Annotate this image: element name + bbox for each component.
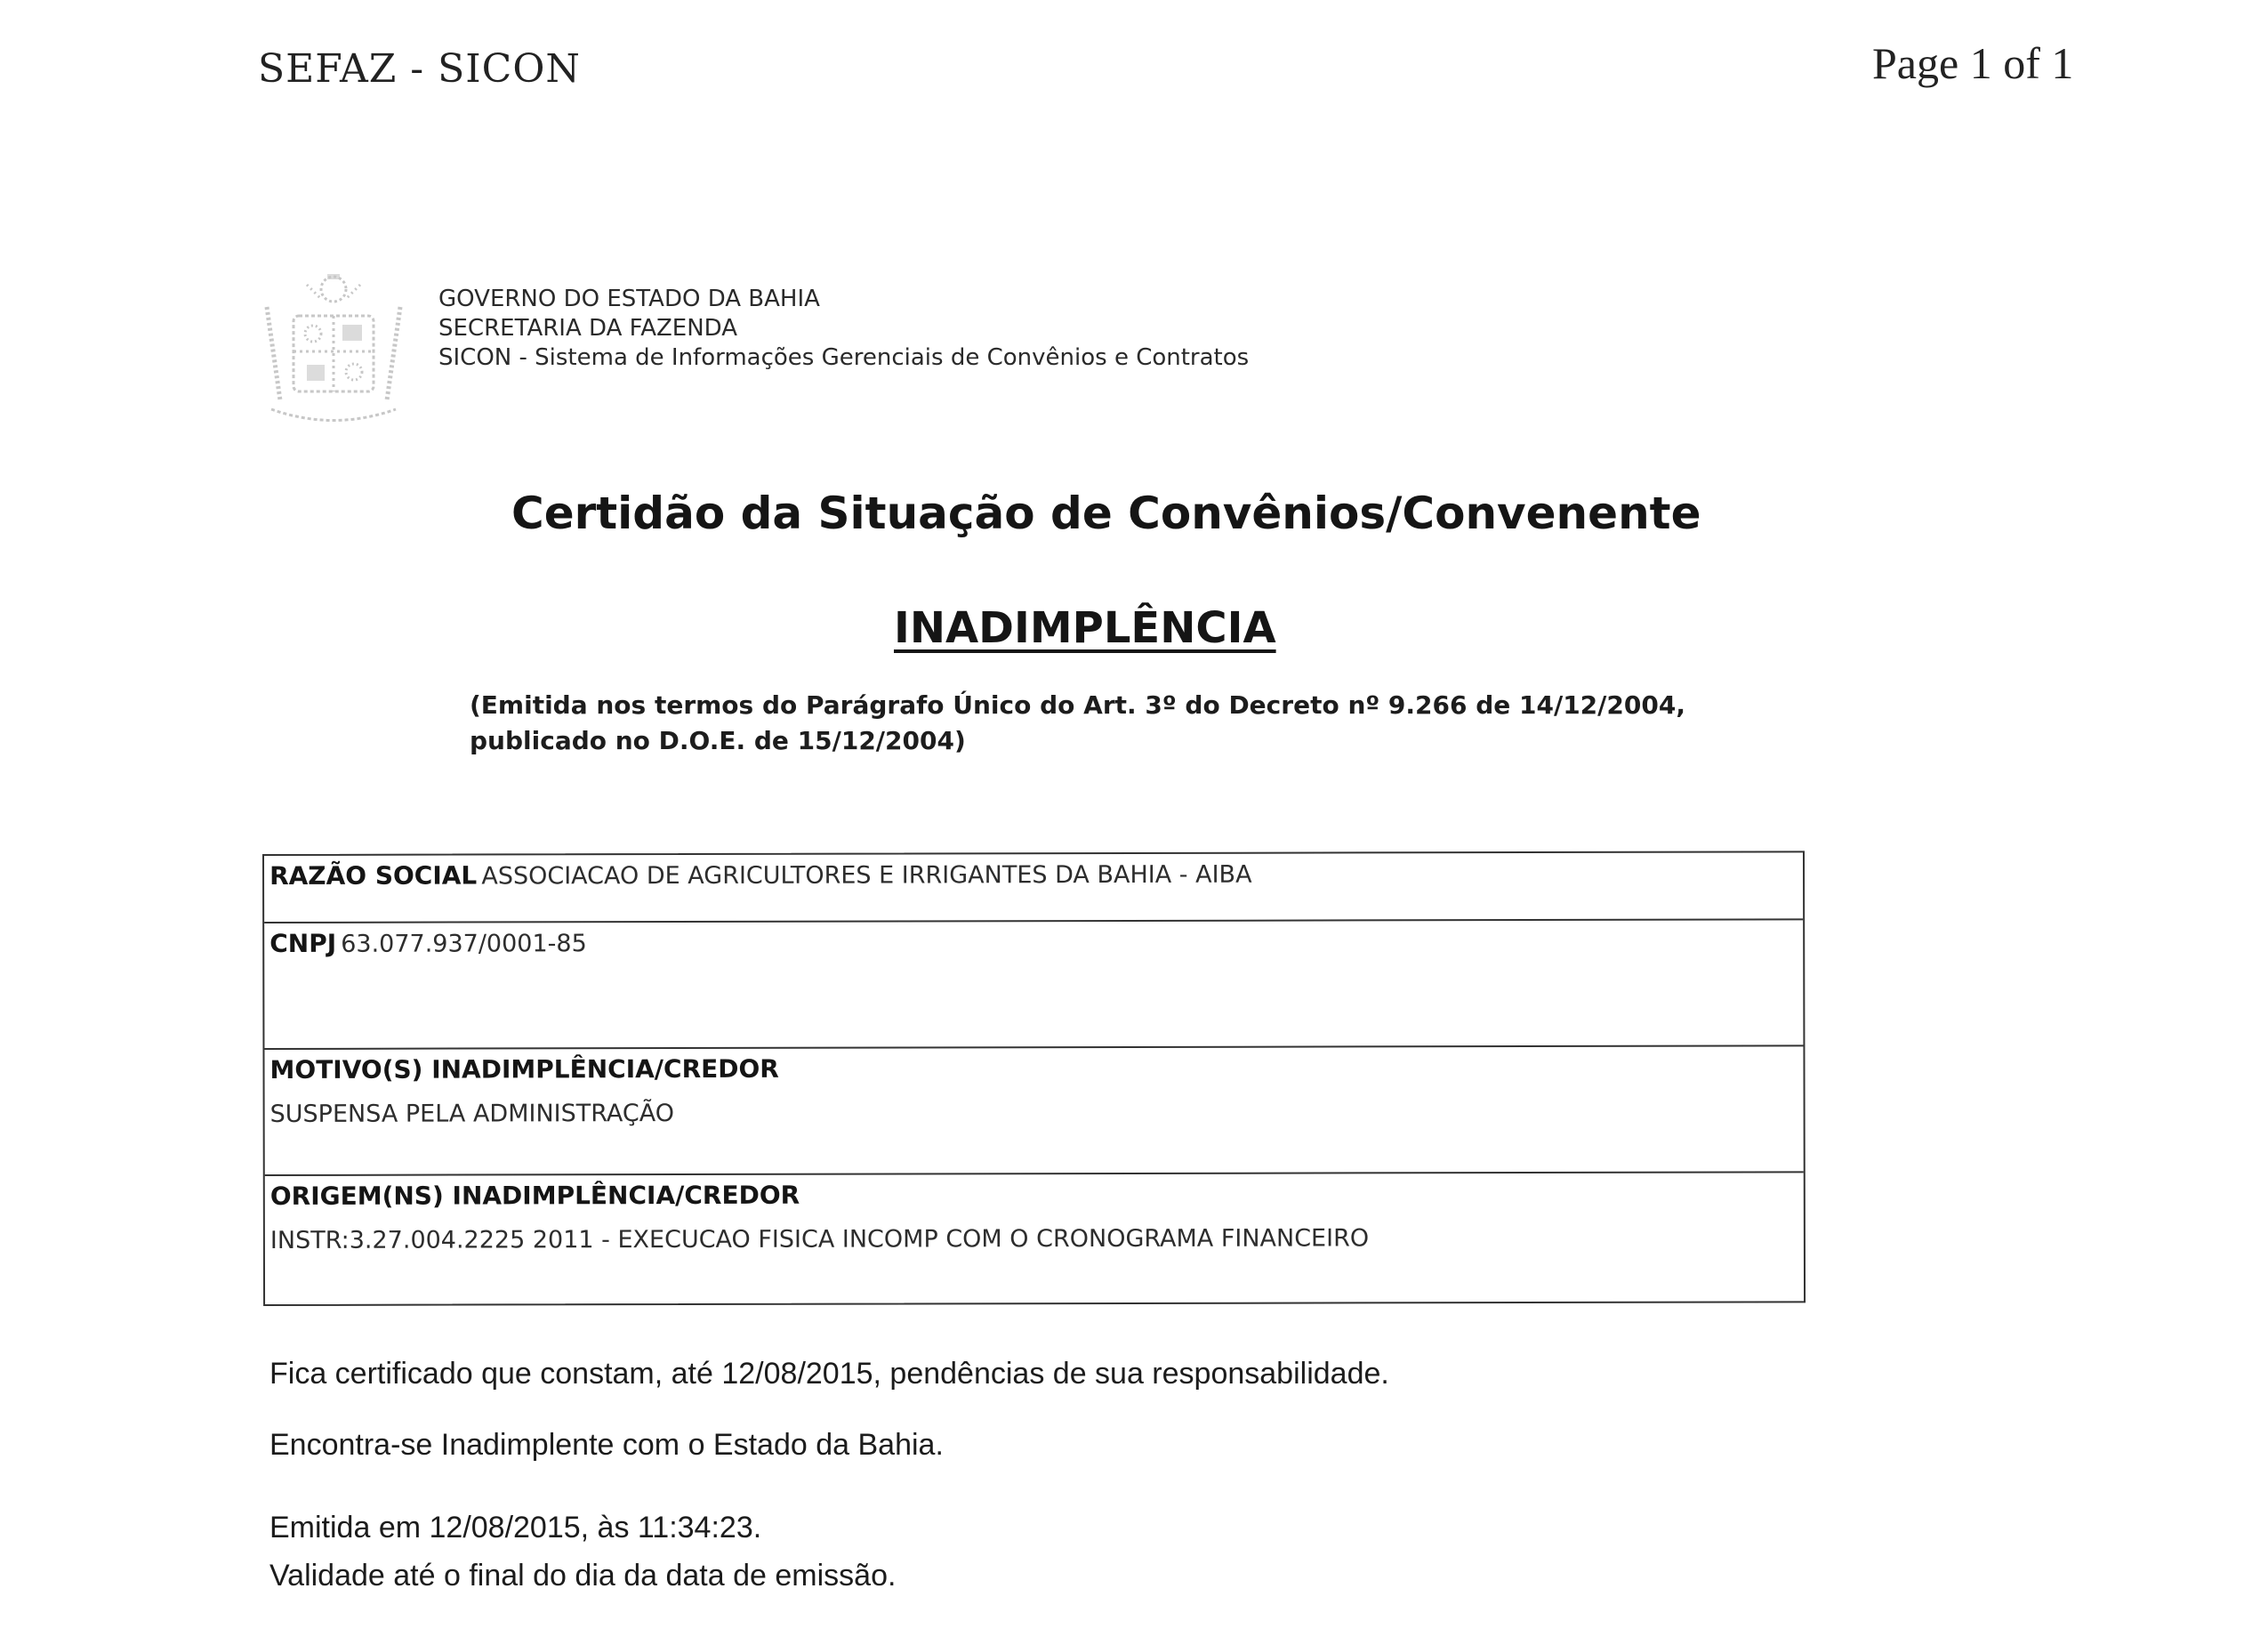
- legal-note-line-2: publicado no D.O.E. de 15/12/2004): [470, 726, 966, 755]
- document-subtitle: INADIMPLÊNCIA: [894, 603, 1276, 653]
- system-name: SICON - Sistema de Informações Gerenciais de Convênios e Contratos: [438, 344, 1250, 371]
- page-header-right: Page 1 of 1: [1872, 38, 2074, 88]
- origem-row: [265, 1173, 1804, 1304]
- certification-statement: Fica certificado que constam, até 12/08/2015, pendências de sua responsabilidade.: [269, 1357, 1389, 1391]
- motivo-row: [264, 1046, 1803, 1176]
- razao-social-label: RAZÃO SOCIAL: [269, 860, 478, 891]
- motivo-value: SUSPENSA PELA ADMINISTRAÇÃO: [269, 1100, 675, 1128]
- origem-value: INSTR:3.27.004.2225 2011 - EXECUCAO FISICA INCOMP COM O CRONOGRAMA FINANCEIRO: [269, 1224, 1370, 1254]
- cnpj-row: [264, 920, 1803, 1050]
- secretariat-name: SECRETARIA DA FAZENDA: [438, 315, 738, 342]
- razao-social-value: ASSOCIACAO DE AGRICULTORES E IRRIGANTES DA BAHIA - AIBA: [481, 860, 1252, 891]
- razao-social-row: [264, 852, 1803, 923]
- legal-note-line-1: (Emitida nos termos do Parágrafo Único do Art. 3º do Decreto nº 9.266 de 14/12/2004,: [470, 690, 1685, 720]
- cnpj-label: CNPJ: [269, 928, 337, 958]
- legal-note: [470, 688, 1685, 759]
- validity-statement: Validade até o final do dia da data de emissão.: [269, 1559, 897, 1593]
- issued-statement: Emitida em 12/08/2015, às 11:34:23.: [269, 1511, 762, 1544]
- info-table: [262, 851, 1806, 1306]
- page-header-left: SEFAZ - SICON: [258, 46, 581, 92]
- government-name: GOVERNO DO ESTADO DA BAHIA: [438, 286, 820, 312]
- status-statement: Encontra-se Inadimplente com o Estado da Bahia.: [269, 1428, 944, 1462]
- bahia-coat-of-arms-icon: [258, 267, 409, 423]
- motivo-label: MOTIVO(S) INADIMPLÊNCIA/CREDOR: [269, 1053, 779, 1085]
- origem-label: ORIGEM(NS) INADIMPLÊNCIA/CREDOR: [269, 1180, 800, 1211]
- cnpj-value: 63.077.937/0001-85: [341, 930, 587, 958]
- government-header: [438, 285, 1249, 373]
- document-title: Certidão da Situação de Convênios/Convenente: [511, 488, 1701, 539]
